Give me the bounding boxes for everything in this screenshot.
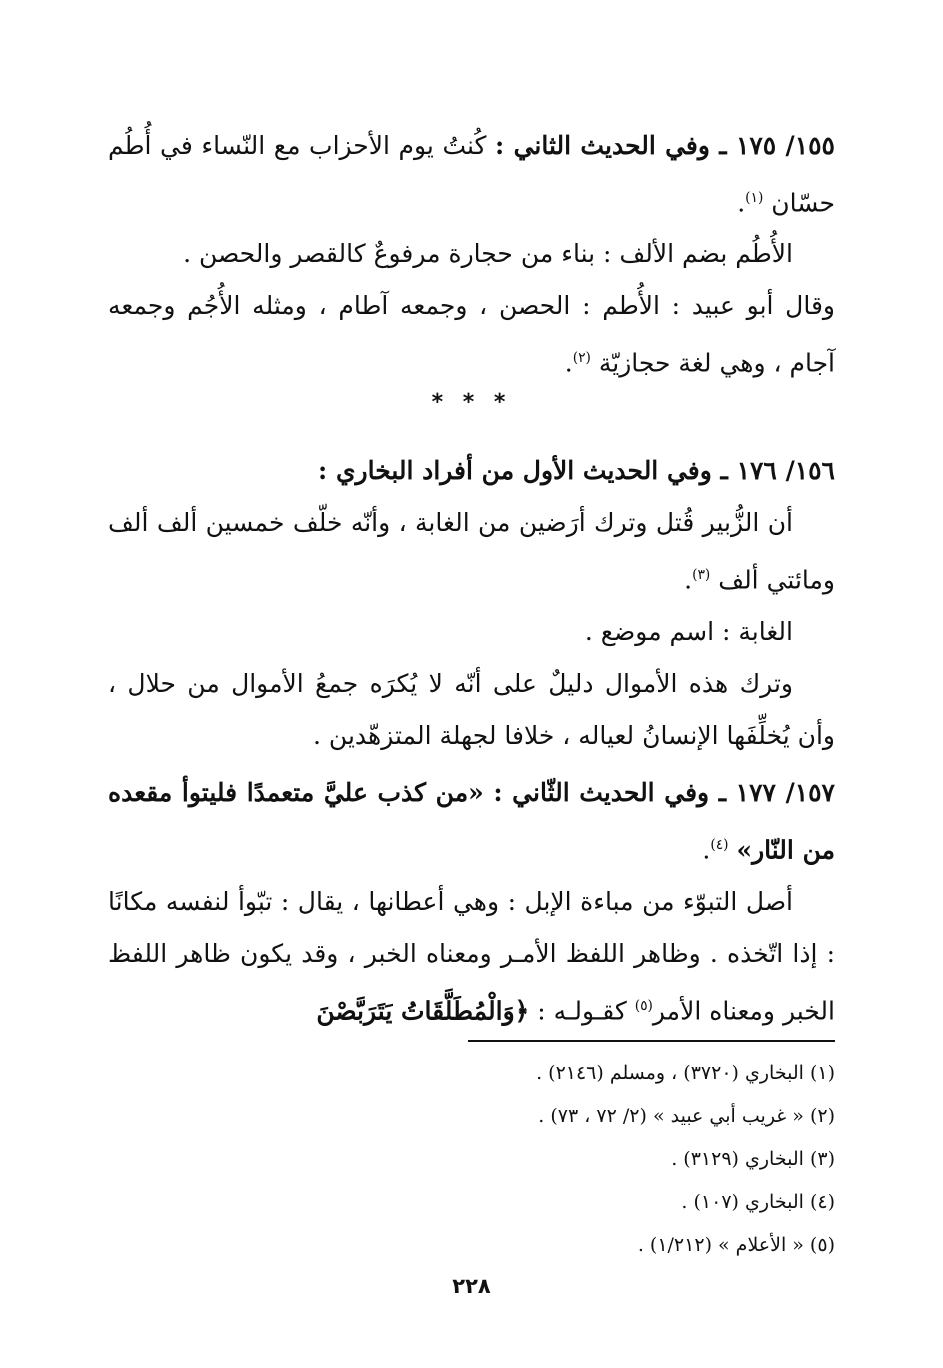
commentary-paragraph: أصل التبوّء من مباءة الإبل : وهي أعطانها ، يقال : تبّوأ لنفسه مكانًا : إذا اتّخذه . وظاهر اللفظ الأمـر ومعناه الخبر ، وقد يكون ظاهر اللفظ الخبر ومعناه الأمر$^{(٥)}$ كقـولـه : ﴿وَالْمُطَلَّقَاتُ يَتَرَبَّصْنَ (108, 887, 835, 1026)
footnote-item: (٣) البخاري (٣١٢٩) . (671, 1148, 835, 1170)
hadith-156-heading: ١٥٦/ ١٧٦ ـ وفي الحديث الأول من أفراد البخاري : (318, 456, 835, 485)
quran-quote: ﴿وَالْمُطَلَّقَاتُ يَتَرَبَّصْنَ (316, 996, 530, 1026)
hadith-155-paragraph: ١٥٥/ ١٧٥ ـ وفي الحديث الثاني : كُنتُ يوم الأحزاب مع النّساء في أُطُم حسّان $^{(١)}$. (108, 131, 835, 218)
footnote-item: (٤) البخاري (١٠٧) . (681, 1191, 835, 1213)
commentary-paragraph: وترك هذه الأموال دليلٌ على أنّه لا يُكرَه جمعُ الأموال من حلال ، وأن يُخلِّفَها الإنسانُ لعياله ، خلافا لجهلة المتزهّدين . (108, 669, 835, 751)
commentary-paragraph: وقال أبو عبيد : الأُطم : الحصن ، وجمعه آطام ، ومثله الأُجُم وجمعه آجام ، وهي لغة حجازيّة $^{(٢)}$. (108, 291, 835, 378)
footnotes (300, 1052, 835, 1267)
hadith-155-commentary (108, 228, 835, 389)
hadith-155-heading: ١٥٥/ ١٧٥ ـ وفي الحديث الثاني : (495, 131, 835, 160)
commentary-paragraph: الأُطُم بضم الألف : بناء من حجارة مرفوعٌ كالقصر والحصن . (183, 239, 793, 268)
section-separator: * * * (431, 390, 512, 415)
footnote-ref-1: (١) (745, 190, 764, 206)
footnote-ref-2: (٢) (572, 350, 591, 366)
hadith-155-text: كُنتُ يوم الأحزاب مع النّساء في أُطُم حسّان (108, 131, 835, 218)
footnote-item: (١) البخاري (٣٧٢٠) ، ومسلم (٢١٤٦) . (536, 1062, 835, 1084)
footnote-ref-3: (٣) (692, 567, 711, 583)
hadith-157-heading-paragraph: ١٥٧/ ١٧٧ ـ وفي الحديث الثّاني : «من كذب عليَّ متعمدًا فليتوأ مقعده من النّار» $^{(٤)}$. (108, 778, 835, 865)
hadith-157 (108, 767, 835, 1038)
hadith-156 (108, 445, 835, 762)
footnote-item: (٥) « الأعلام » (١/٢١٢) . (637, 1234, 835, 1256)
footnote-item: (٢) « غريب أبي عبيد » (٢/ ٧٢ ، ٧٣) . (538, 1105, 835, 1127)
hadith-157-heading: ١٥٧/ ١٧٧ ـ وفي الحديث الثّاني : «من كذب عليَّ متعمدًا فليتوأ مقعده من النّار» (108, 778, 835, 865)
footnote-divider (468, 1040, 835, 1042)
hadith-156-text: أن الزُّبير قُتل وترك أرَضين من الغابة ، وأنّه خلّف خمسين ألف ألف ومائتي ألف $^{(٣)}$. (108, 508, 835, 595)
footnote-ref-5: (٥) (634, 998, 653, 1015)
page-number: ٢٢٨ (452, 1274, 491, 1298)
footnote-ref-4: (٤) (710, 837, 729, 853)
hadith-155 (108, 120, 835, 229)
commentary-paragraph: الغابة : اسم موضع . (584, 617, 793, 647)
